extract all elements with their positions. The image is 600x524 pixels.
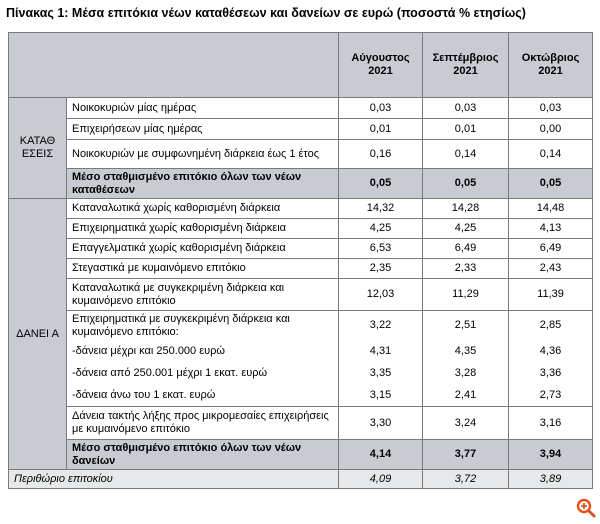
table-row [9, 259, 593, 279]
magnifier-plus-icon[interactable] [576, 498, 596, 518]
cell-value: 0,16 [339, 140, 423, 169]
cell-value: 3,72 [423, 470, 509, 489]
cell-value: 3,16 [509, 407, 593, 440]
cell-value: 11,29 [423, 279, 509, 311]
cell-value: 3,22 [339, 311, 423, 341]
header-row [9, 33, 593, 98]
cell-value: 14,48 [509, 199, 593, 219]
row-label: Επιχειρήσεων μίας ημέρας [67, 119, 339, 140]
cell-value: 4,35 [423, 341, 509, 363]
cell-value: 2,33 [423, 259, 509, 279]
cell-value: 3,35 [339, 363, 423, 385]
row-label: Νοικοκυριών μίας ημέρας [67, 98, 339, 119]
cell-value: 0,01 [423, 119, 509, 140]
row-label: Καταναλωτικά χωρίς καθορισμένη διάρκεια [67, 199, 339, 219]
row-label: Καταναλωτικά με συγκεκριμένη διάρκεια και κυμαινόμενο επιτόκιο [67, 279, 339, 311]
cell-value: 14,28 [423, 199, 509, 219]
cell-value: 4,14 [339, 440, 423, 470]
cell-value: 0,14 [509, 140, 593, 169]
row-label: Περιθώριο επιτοκίου [9, 470, 339, 489]
col-header-aug: Αύγουστος 2021 [339, 33, 423, 98]
cell-value: 2,51 [423, 311, 509, 341]
cell-value: 3,77 [423, 440, 509, 470]
margin-row [9, 470, 593, 489]
cell-value: 0,14 [423, 140, 509, 169]
table-row [9, 219, 593, 239]
cell-value: 3,89 [509, 470, 593, 489]
table-row [9, 199, 593, 219]
summary-row-loans [9, 440, 593, 470]
cell-value: 3,28 [423, 363, 509, 385]
table-row [9, 119, 593, 140]
header-blank [9, 33, 339, 98]
table-row [9, 407, 593, 440]
cell-value: 3,15 [339, 385, 423, 407]
cell-value: 2,73 [509, 385, 593, 407]
cell-value: 0,05 [509, 169, 593, 199]
cell-value: 3,36 [509, 363, 593, 385]
group-label-loans: ΔΑΝΕΙ Α [9, 199, 67, 470]
row-label: Δάνεια τακτής λήξης προς μικρομεσαίες επιχειρήσεις με κυμαινόμενο επιτόκιο [67, 407, 339, 440]
row-label: Νοικοκυριών με συμφωνημένη διάρκεια έως 1 έτος [67, 140, 339, 169]
cell-value: 3,30 [339, 407, 423, 440]
row-label: Επαγγελματικά χωρίς καθορισμένη διάρκεια [67, 239, 339, 259]
cell-value: 4,36 [509, 341, 593, 363]
table-row [9, 239, 593, 259]
cell-value: 0,05 [339, 169, 423, 199]
cell-value: 2,85 [509, 311, 593, 341]
row-label: -δάνεια άνω του 1 εκατ. ευρώ [67, 385, 339, 407]
row-label: -δάνεια από 250.001 μέχρι 1 εκατ. ευρώ [67, 363, 339, 385]
cell-value: 2,43 [509, 259, 593, 279]
summary-row-deposits [9, 169, 593, 199]
row-label: -δάνεια μέχρι και 250.000 ευρώ [67, 341, 339, 363]
rates-table [8, 32, 593, 489]
row-label: Επιχειρηματικά με συγκεκριμένη διάρκεια και κυμαινόμενο επιτόκιο: [67, 311, 339, 341]
cell-value: 4,25 [423, 219, 509, 239]
cell-value: 4,09 [339, 470, 423, 489]
cell-value: 4,25 [339, 219, 423, 239]
cell-value: 12,03 [339, 279, 423, 311]
cell-value: 0,03 [423, 98, 509, 119]
row-label: Στεγαστικά με κυμαινόμενο επιτόκιο [67, 259, 339, 279]
col-header-oct: Οκτώβριος 2021 [509, 33, 593, 98]
cell-value: 4,13 [509, 219, 593, 239]
cell-value: 6,49 [423, 239, 509, 259]
group-label-deposits: ΚΑΤΑΘ ΕΣΕΙΣ [9, 98, 67, 199]
row-label: Μέσο σταθμισμένο επιτόκιο όλων των νέων καταθέσεων [67, 169, 339, 199]
cell-value: 0,01 [339, 119, 423, 140]
row-label: Επιχειρηματικά χωρίς καθορισμένη διάρκεια [67, 219, 339, 239]
cell-value: 2,41 [423, 385, 509, 407]
cell-value: 4,31 [339, 341, 423, 363]
cell-value: 0,05 [423, 169, 509, 199]
cell-value: 6,49 [509, 239, 593, 259]
cell-value: 6,53 [339, 239, 423, 259]
table-row [9, 279, 593, 311]
row-label: Μέσο σταθμισμένο επιτόκιο όλων των νέων δανείων [67, 440, 339, 470]
cell-value: 11,39 [509, 279, 593, 311]
table-title: Πίνακας 1: Μέσα επιτόκια νέων καταθέσεων και δανείων σε ευρώ (ποσοστά % ετησίως) [6, 6, 526, 20]
cell-value: 2,35 [339, 259, 423, 279]
table-row [9, 363, 593, 385]
cell-value: 0,00 [509, 119, 593, 140]
cell-value: 14,32 [339, 199, 423, 219]
cell-value: 3,24 [423, 407, 509, 440]
table-row [9, 98, 593, 119]
table-row [9, 140, 593, 169]
cell-value: 3,94 [509, 440, 593, 470]
col-header-sep: Σεπτέμβριος 2021 [423, 33, 509, 98]
cell-value: 0,03 [339, 98, 423, 119]
cell-value: 0,03 [509, 98, 593, 119]
table-row [9, 385, 593, 407]
table-row [9, 341, 593, 363]
table-row [9, 311, 593, 341]
